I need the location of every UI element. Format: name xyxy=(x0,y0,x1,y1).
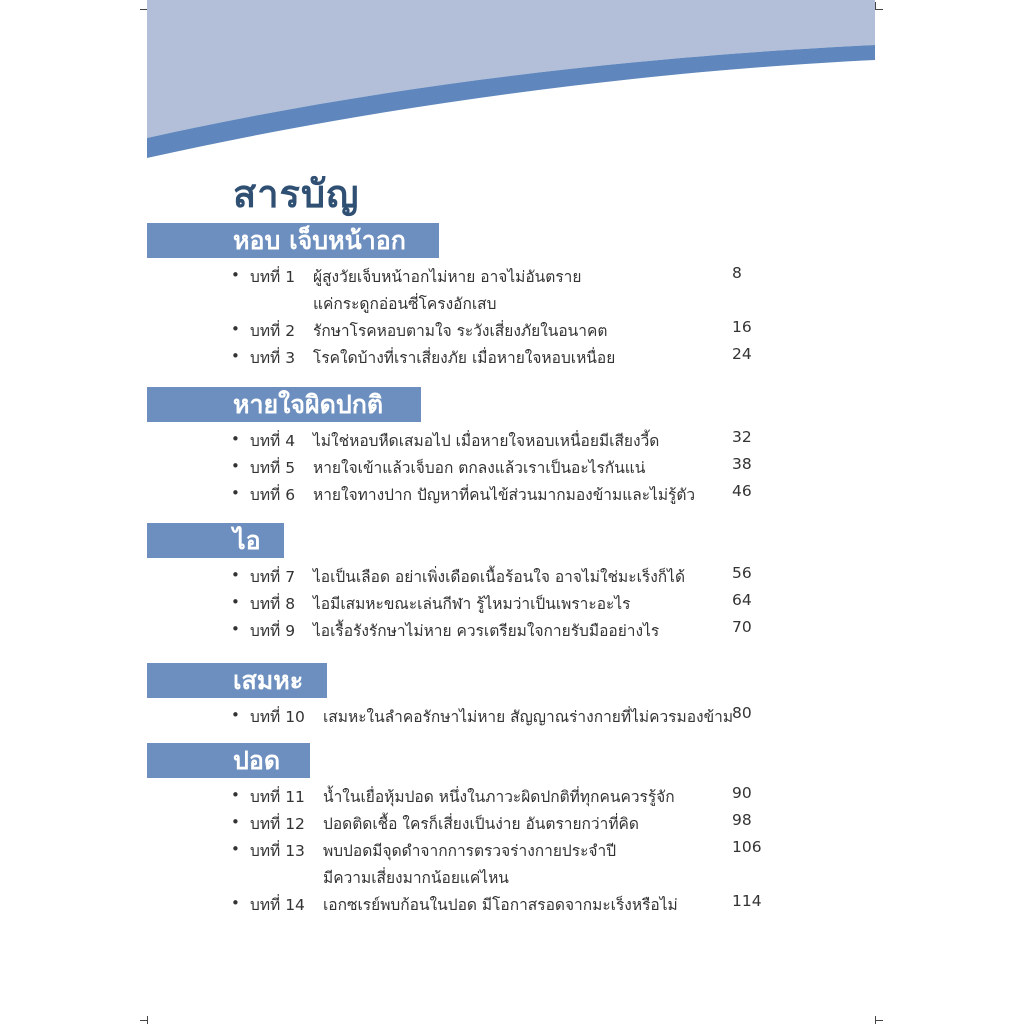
page-number: 46 xyxy=(732,482,752,500)
entry-title: ไอมีเสมหะขณะเล่นกีฬา รู้ไหมว่าเป็นเพราะอะไร xyxy=(313,595,631,613)
entry-title: เสมหะในลำคอรักษาไม่หาย สัญญาณร่างกายที่ไม่ควรมองข้าม xyxy=(323,708,734,726)
entry-title: หายใจทางปาก ปัญหาที่คนไข้ส่วนมากมองข้ามและไม่รู้ตัว xyxy=(313,486,696,504)
bullet: • xyxy=(231,593,240,611)
entry-title-continued: มีความเสี่ยงมากน้อยแค่ไหน xyxy=(323,869,509,887)
chapter-number: บทที่ 2 xyxy=(250,322,296,340)
chapter-number: บทที่ 6 xyxy=(250,486,296,504)
chapter-number: บทที่ 14 xyxy=(250,896,305,914)
toc-entry[interactable] xyxy=(147,836,875,890)
entry-title: หายใจเข้าแล้วเจ็บอก ตกลงแล้วเราเป็นอะไรกันแน่ xyxy=(313,459,646,477)
crop-mark xyxy=(875,9,883,10)
section-heading: ไอ xyxy=(147,523,284,558)
toc-entry[interactable] xyxy=(147,589,875,616)
bullet: • xyxy=(231,320,240,338)
bullet: • xyxy=(231,620,240,638)
chapter-number: บทที่ 5 xyxy=(250,459,296,477)
crop-mark xyxy=(875,1016,876,1024)
chapter-number: บทที่ 8 xyxy=(250,595,296,613)
toc-entry[interactable] xyxy=(147,262,875,316)
bullet: • xyxy=(231,786,240,804)
section-chest-pain xyxy=(147,223,875,370)
page-number: 64 xyxy=(732,591,752,609)
chapter-number: บทที่ 4 xyxy=(250,432,296,450)
page-number: 114 xyxy=(732,892,762,910)
section-heading: ปอด xyxy=(147,743,310,778)
toc-entry[interactable] xyxy=(147,616,875,643)
page-number: 24 xyxy=(732,345,752,363)
entry-title-continued: แค่กระดูกอ่อนซี่โครงอักเสบ xyxy=(313,295,497,313)
chapter-number: บทที่ 1 xyxy=(250,268,296,286)
entry-title: ผู้สูงวัยเจ็บหน้าอกไม่หาย อาจไม่อันตราย xyxy=(313,268,582,286)
crop-mark xyxy=(147,1016,148,1024)
section-abnormal-breathing xyxy=(147,387,875,507)
chapter-number: บทที่ 3 xyxy=(250,349,296,367)
crop-mark xyxy=(875,1020,883,1021)
chapter-number: บทที่ 9 xyxy=(250,622,296,640)
bullet: • xyxy=(231,266,240,284)
chapter-number: บทที่ 7 xyxy=(250,568,296,586)
page-number: 8 xyxy=(732,264,742,282)
toc-entry[interactable] xyxy=(147,782,875,809)
bullet: • xyxy=(231,840,240,858)
header-wave-graphic xyxy=(147,0,875,165)
page-number: 80 xyxy=(732,704,752,722)
entry-title: รักษาโรคหอบตามใจ ระวังเสี่ยงภัยในอนาคต xyxy=(313,322,608,340)
entry-title: ไอเรื้อรังรักษาไม่หาย ควรเตรียมใจกายรับมืออย่างไร xyxy=(313,622,660,640)
toc-entry[interactable] xyxy=(147,702,875,729)
entry-title: ไอเป็นเลือด อย่าเพิ่งเดือดเนื้อร้อนใจ อาจไม่ใช่มะเร็งก็ได้ xyxy=(313,568,686,586)
section-heading: หอบ เจ็บหน้าอก xyxy=(147,223,439,258)
section-cough xyxy=(147,523,875,643)
toc-entry[interactable] xyxy=(147,562,875,589)
entry-title: ปอดติดเชื้อ ใครก็เสี่ยงเป็นง่าย อันตรายกว่าที่คิด xyxy=(323,815,639,833)
bullet: • xyxy=(231,566,240,584)
toc-entry[interactable] xyxy=(147,316,875,343)
section-lung xyxy=(147,743,875,917)
page-number: 90 xyxy=(732,784,752,802)
section-phlegm xyxy=(147,663,875,729)
page-number: 70 xyxy=(732,618,752,636)
page-title: สารบัญ xyxy=(233,172,360,216)
toc-entry[interactable] xyxy=(147,890,875,917)
page-number: 16 xyxy=(732,318,752,336)
chapter-number: บทที่ 11 xyxy=(250,788,305,806)
bullet: • xyxy=(231,706,240,724)
toc-entry[interactable] xyxy=(147,343,875,370)
entry-title: ไม่ใช่หอบหืดเสมอไป เมื่อหายใจหอบเหนื่อยมีเสียงวี้ด xyxy=(313,432,660,450)
bullet: • xyxy=(231,813,240,831)
bullet: • xyxy=(231,484,240,502)
section-heading: เสมหะ xyxy=(147,663,327,698)
bullet: • xyxy=(231,347,240,365)
toc-entry[interactable] xyxy=(147,480,875,507)
page-number: 106 xyxy=(732,838,762,856)
chapter-number: บทที่ 13 xyxy=(250,842,305,860)
page-number: 56 xyxy=(732,564,752,582)
crop-mark xyxy=(875,2,876,10)
bullet: • xyxy=(231,894,240,912)
entry-title: พบปอดมีจุดดำจากการตรวจร่างกายประจำปี xyxy=(323,842,617,860)
entry-title: เอกซเรย์พบก้อนในปอด มีโอกาสรอดจากมะเร็งหรือไม่ xyxy=(323,896,678,914)
page-number: 32 xyxy=(732,428,752,446)
toc-entry[interactable] xyxy=(147,453,875,480)
chapter-number: บทที่ 10 xyxy=(250,708,305,726)
page-number: 98 xyxy=(732,811,752,829)
section-heading: หายใจผิดปกติ xyxy=(147,387,421,422)
toc-entry[interactable] xyxy=(147,809,875,836)
entry-title: น้ำในเยื่อหุ้มปอด หนึ่งในภาวะผิดปกติที่ทุกคนควรรู้จัก xyxy=(323,788,675,806)
bullet: • xyxy=(231,457,240,475)
toc-entry[interactable] xyxy=(147,426,875,453)
chapter-number: บทที่ 12 xyxy=(250,815,305,833)
page-number: 38 xyxy=(732,455,752,473)
bullet: • xyxy=(231,430,240,448)
entry-title: โรคใดบ้างที่เราเสี่ยงภัย เมื่อหายใจหอบเหนื่อย xyxy=(313,349,616,367)
